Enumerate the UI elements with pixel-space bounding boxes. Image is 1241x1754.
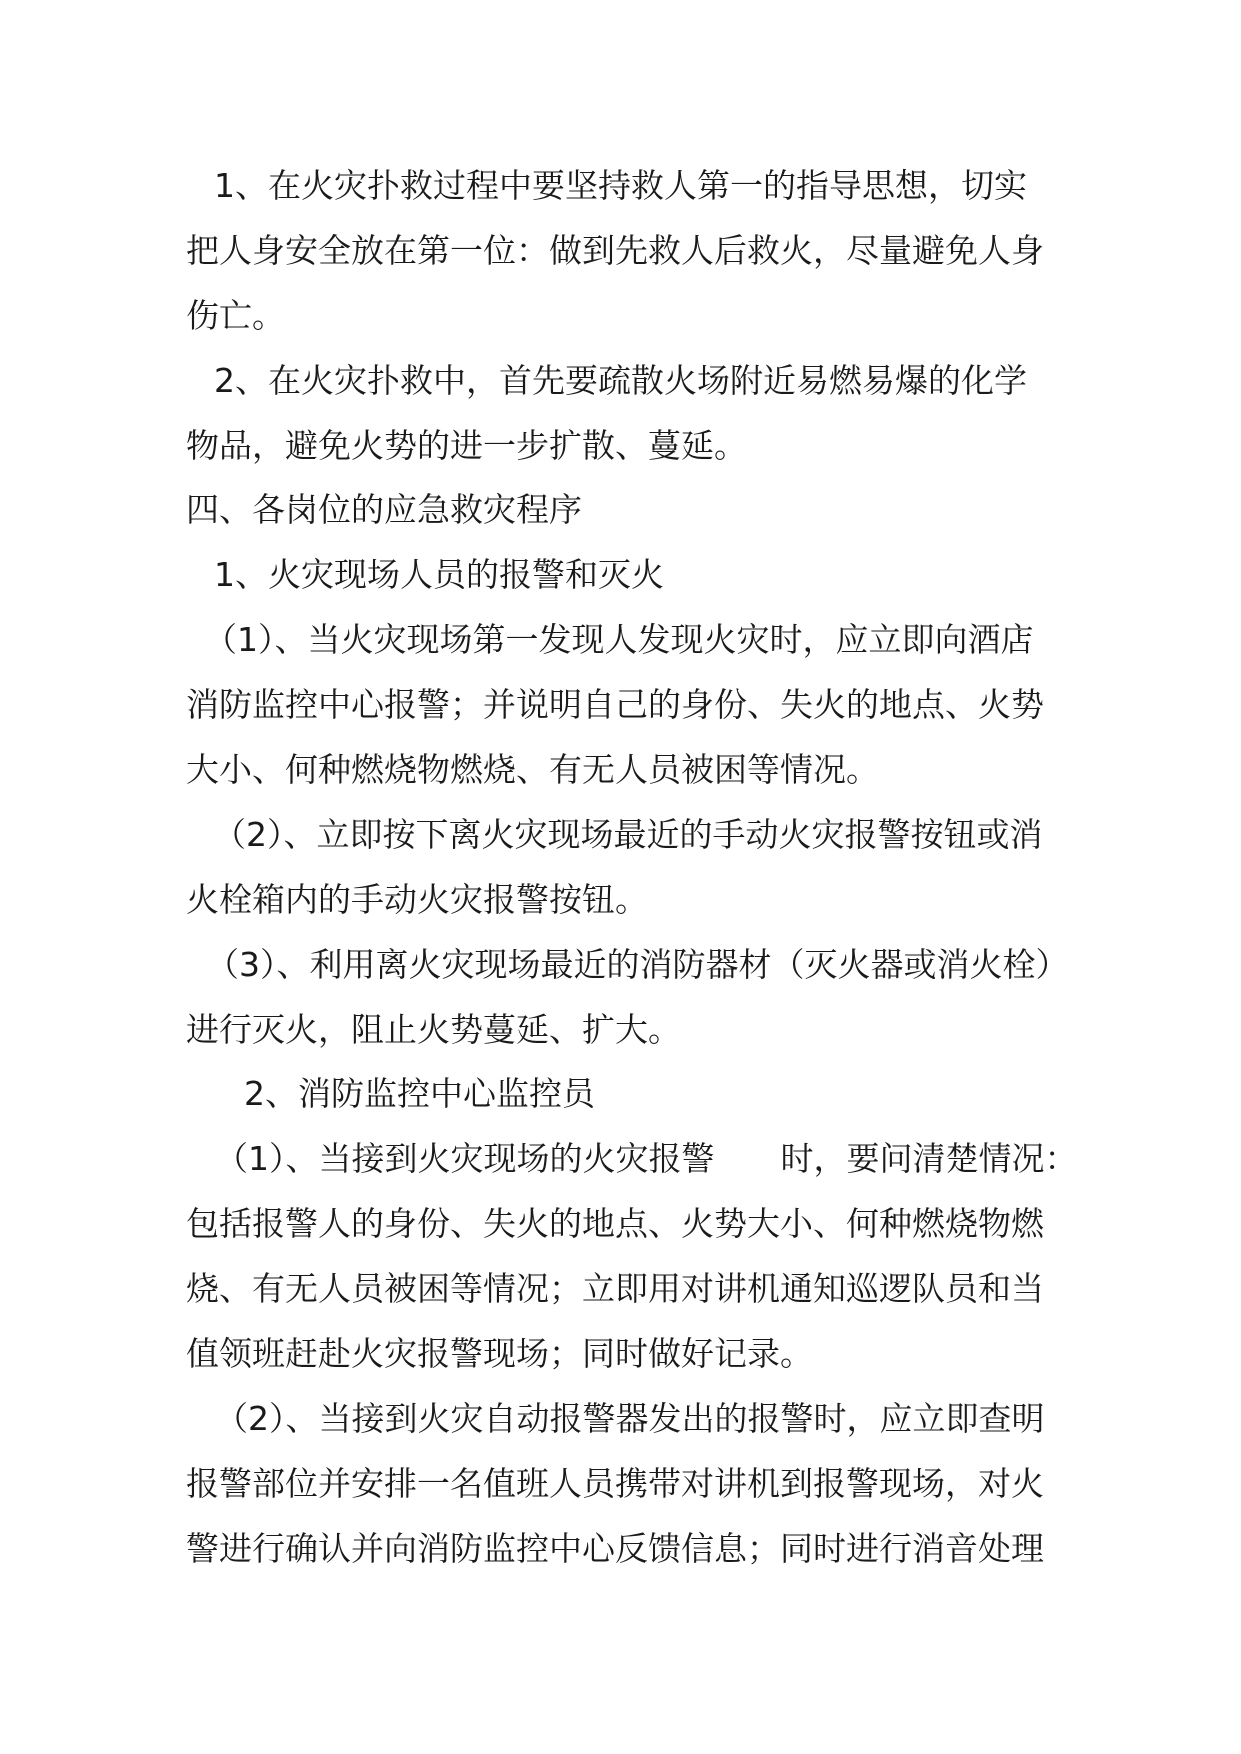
text-line: 值领班赶赴火灾报警现场；同时做好记录。	[186, 1334, 813, 1373]
text-line: （1）、当火灾现场第一发现人发现火灾时，应立即向酒店	[204, 620, 1034, 659]
text-line: 伤亡。	[186, 296, 285, 335]
text-line: 2、在火灾扑救中，首先要疏散火场附近易燃易爆的化学	[214, 361, 1027, 400]
text-line: （2）、立即按下离火灾现场最近的手动火灾报警按钮或消	[213, 815, 1043, 854]
text-line: 警进行确认并向消防监控中心反馈信息；同时进行消音处理	[186, 1529, 1044, 1568]
text-line: 把人身安全放在第一位：做到先救人后救火，尽量避免人身	[186, 231, 1044, 270]
subsection-heading: 1、火灾现场人员的报警和灭火	[214, 555, 664, 594]
text-line: （3）、利用离火灾现场最近的消防器材（灭火器或消火栓）	[206, 945, 1069, 984]
text-line: 包括报警人的身份、失火的地点、火势大小、何种燃烧物燃	[186, 1204, 1044, 1243]
text-line: 消防监控中心报警；并说明自己的身份、失火的地点、火势	[186, 685, 1044, 724]
text-line: 1、在火灾扑救过程中要坚持救人第一的指导思想，切实	[214, 166, 1027, 205]
text-line: 报警部位并安排一名值班人员携带对讲机到报警现场，对火	[186, 1464, 1044, 1503]
subsection-heading: 2、消防监控中心监控员	[244, 1074, 595, 1113]
text-line: 物品，避免火势的进一步扩散、蔓延。	[186, 426, 747, 465]
section-heading: 四、各岗位的应急救灾程序	[186, 490, 582, 529]
text-line: 进行灭火，阻止火势蔓延、扩大。	[186, 1010, 681, 1049]
text-line: 烧、有无人员被困等情况；立即用对讲机通知巡逻队员和当	[186, 1269, 1044, 1308]
text-line: 大小、何种燃烧物燃烧、有无人员被困等情况。	[186, 750, 879, 789]
text-line: （2）、当接到火灾自动报警器发出的报警时，应立即查明	[215, 1399, 1045, 1438]
text-line: （1）、当接到火灾现场的火灾报警 时，要问清楚情况：	[215, 1139, 1078, 1178]
text-line: 火栓箱内的手动火灾报警按钮。	[186, 880, 648, 919]
